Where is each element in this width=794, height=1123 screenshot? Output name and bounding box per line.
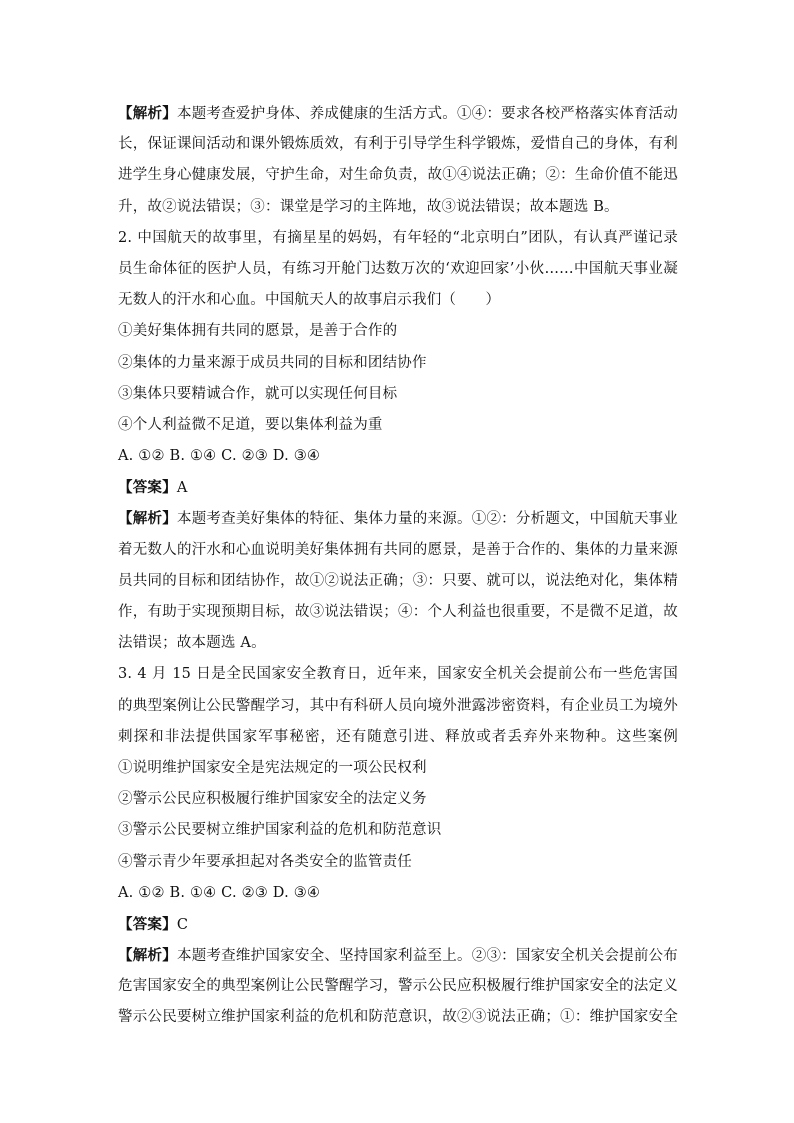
- section-label: 【解析】: [118, 947, 177, 965]
- text-line: [118, 628, 678, 659]
- text-line: [118, 441, 678, 472]
- line-text: 2. 中国航天的故事里，有摘星星的妈妈，有年轻的“北京明白”团队，有认真严谨记录: [118, 229, 678, 246]
- line-text: ①美好集体拥有共同的愿景，是善于合作的: [118, 323, 398, 340]
- line-text: ③集体只要精诚合作，就可以实现任何目标: [118, 385, 398, 402]
- line-text: ④警示青少年要承担起对各类安全的监管责任: [118, 853, 412, 870]
- line-text: 作，有助于实现预期目标，故③说法错误；④：个人利益也很重要，不是微不足道，故: [118, 604, 678, 620]
- text-line: [118, 98, 678, 129]
- text-line: [118, 129, 678, 160]
- line-text: 本题考查维护国家安全、坚持国家利益至上。②③：国家安全机关会提前公布: [176, 948, 678, 965]
- line-text: A. ①② B. ①④ C. ②③ D. ③④: [118, 448, 321, 465]
- text-line: [118, 940, 678, 971]
- text-line: [118, 192, 678, 223]
- section-label: 【答案】: [118, 915, 177, 933]
- line-text: ④个人利益微不足道，要以集体利益为重: [118, 416, 383, 433]
- text-line: [118, 472, 678, 503]
- document-body: [118, 98, 678, 1034]
- line-text: 无数人的汗水和心血。中国航天人的故事启示我们（ ）: [118, 292, 501, 309]
- text-line: [118, 691, 678, 722]
- line-text: 员共同的目标和团结协作，故①②说法正确；③：只要、就可以，说法绝对化，集体精: [118, 572, 678, 589]
- line-text: ②集体的力量来源于成员共同的目标和团结协作: [118, 354, 427, 371]
- line-text: 危害国家安全的典型案例让公民警醒学习，警示公民应积极履行维护国家安全的法定义: [118, 978, 678, 995]
- text-line: [118, 566, 678, 597]
- line-text: 本题考查爱护身体、养成健康的生活方式。①④：要求各校严格落实体育活动: [176, 106, 678, 122]
- line-text: 法错误；故本题选 A。: [118, 635, 266, 652]
- text-line: [118, 597, 678, 628]
- text-line: [118, 410, 678, 441]
- line-text: 3. 4 月 15 日是全民国家安全教育日，近年来，国家安全机关会提前公布一些危害国: [118, 666, 678, 683]
- line-text: 刺探和非法提供国家军事秘密，还有随意引进、释放或者丢弃外来物种。这些案例: [118, 728, 678, 745]
- line-text: 进学生身心健康发展，守护生命，对生命负责，故①④说法正确；②：生命价值不能迅: [118, 167, 678, 184]
- text-line: [118, 503, 678, 534]
- line-text: ③警示公民要树立维护国家利益的危机和防范意识: [118, 822, 442, 839]
- text-line: [118, 285, 678, 316]
- line-text: ②警示公民应积极履行维护国家安全的法定义务: [118, 791, 427, 808]
- text-line: [118, 379, 678, 410]
- line-text: 的典型案例让公民警醒学习，其中有科研人员向境外泄露涉密资料，有企业员工为境外: [118, 697, 678, 714]
- text-line: [118, 659, 678, 690]
- text-line: [118, 254, 678, 285]
- text-line: [118, 909, 678, 940]
- line-text: A. ①② B. ①④ C. ②③ D. ③④: [118, 884, 321, 901]
- line-text: 长，保证课间活动和课外锻炼质效，有利于引导学生科学锻炼，爱惜自己的身体，有利: [118, 136, 678, 153]
- text-line: [118, 815, 678, 846]
- text-line: [118, 753, 678, 784]
- line-text: 警示公民要树立维护国家利益的危机和防范意识，故②③说法正确；①：维护国家安全: [118, 1009, 678, 1026]
- text-line: [118, 223, 678, 254]
- text-line: [118, 160, 678, 191]
- line-text: A: [176, 480, 188, 497]
- line-text: 着无数人的汗水和心血说明美好集体拥有共同的愿景，是善于合作的、集体的力量来源: [118, 541, 678, 558]
- section-label: 【解析】: [118, 105, 177, 122]
- text-line: [118, 971, 678, 1002]
- text-line: [118, 878, 678, 909]
- section-label: 【解析】: [118, 510, 177, 528]
- line-text: 本题考查美好集体的特征、集体力量的来源。①②：分析题文，中国航天事业: [176, 511, 678, 528]
- text-line: [118, 784, 678, 815]
- section-label: 【答案】: [118, 479, 177, 497]
- text-line: [118, 847, 678, 878]
- line-text: 员生命体征的医护人员，有练习开舱门达数万次的‘欢迎回家’小伙……中国航天事业凝: [118, 260, 678, 277]
- text-line: [118, 316, 678, 347]
- line-text: 升，故②说法错误；③：课堂是学习的主阵地，故③说法错误；故本题选 B。: [118, 198, 619, 215]
- text-line: [118, 348, 678, 379]
- line-text: ①说明维护国家安全是宪法规定的一项公民权利: [118, 759, 427, 776]
- text-line: [118, 722, 678, 753]
- text-line: [118, 1002, 678, 1033]
- text-line: [118, 535, 678, 566]
- line-text: C: [176, 916, 189, 933]
